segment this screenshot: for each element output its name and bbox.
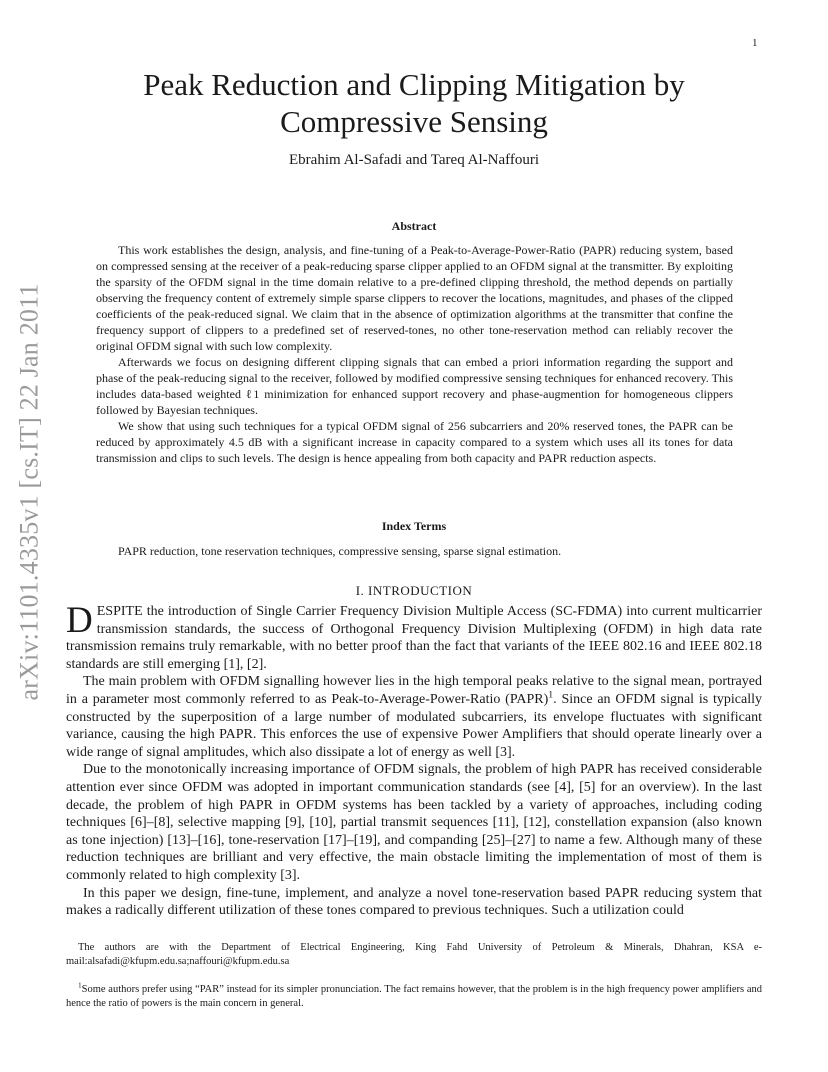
abstract-paragraph-3: We show that using such techniques for a typical OFDM signal of 256 subcarriers and 20% reserved tones, the PAPR can be reduced by approximately 4.5 dB with a significant increase in capacity compared to a system which uses all its tones for data transmission and clips to such levels. The design is hence appealing from both capacity and PAPR reduction aspects. <box>96 419 733 465</box>
intro-paragraph-4: In this paper we design, fine-tune, implement, and analyze a novel tone-reservation based PAPR reducing system that makes a radically different utilization of these tones compared to previous techniques. Such a utilization could <box>66 885 762 919</box>
title-line-1: Peak Reduction and Clipping Mitigation by <box>143 67 685 102</box>
intro-paragraph-2 <box>66 673 762 761</box>
footnote-1 <box>66 980 762 1011</box>
footnotes <box>66 941 762 1011</box>
abstract-body <box>96 242 733 466</box>
intro-paragraph-2-text-a: The main problem with OFDM signalling however lies in the high temporal peaks relative to the signal mean, portrayed in a parameter most commonly referred to as Peak-to-Average-Power-Ratio (PAPR) <box>66 674 762 707</box>
page-number: 1 <box>752 37 758 49</box>
drop-cap-letter: D <box>66 600 93 641</box>
intro-paragraph-3: Due to the monotonically increasing importance of OFDM signals, the problem of high PAPR has received considerable attention ever since OFDM was adopted in important communication standards (see [4], [5] for an overview). In the last decade, the problem of high PAPR in OFDM systems has been tackled by a variety of approaches, including coding techniques [6]–[8], selective mapping [9], [10], partial transmit sequences [11], [12], constellation expansion (also known as tone injection) [13]–[16], tone-reservation [17]–[19], and companding [25]–[27] to name a few. Although many of these reduction techniques are brilliant and very effective, the main obstacle limiting the implementation of most of them is commonly related to high complexity [3]. <box>66 762 762 883</box>
intro-paragraph-2-text-b: . Since an OFDM signal is typically constructed by the superposition of a large number of modulated subcarriers, its envelope fluctuates with significant variance, causing the high PAPR. This enforces the use of expensive Power Amplifiers that should operate linearly over a wide range of signal amplitudes, which also dissipate a lot of energy as well [3]. <box>66 691 762 760</box>
index-terms-text: PAPR reduction, tone reservation techniques, compressive sensing, sparse signal estimation. <box>118 544 562 558</box>
abstract-paragraph-2: Afterwards we focus on designing different clipping signals that can embed a priori information regarding the support and phase of the peak-reducing signal to the receiver, followed by modified compressive sensing techniques for enhanced recovery. This includes data-based weighted ℓ1 minimization for enhanced support recovery and phase-augmention for homogeneous clippers followed by Bayesian techniques. <box>96 355 733 417</box>
footnote-1-text: Some authors prefer using “PAR” instead for its simpler pronunciation. The fact remains however, that the problem is in the high frequency power amplifiers and hence the ratio of powers is the main concern in general. <box>66 984 762 1009</box>
author-affiliation-footnote: The authors are with the Department of Electrical Engineering, King Fahd University of Petroleum & Minerals, Dhahran, KSA e-mail:alsafadi@kfupm.edu.sa;naffouri@kfupm.edu.sa <box>66 942 762 967</box>
arxiv-identifier-stamp <box>10 282 50 702</box>
index-terms-heading: Index Terms <box>381 519 447 533</box>
footnote-reference-1: 1 <box>548 689 554 701</box>
footnote-1-mark: 1 <box>78 980 82 990</box>
arxiv-identifier-text: arXiv:1101.4335v1 [cs.IT] 22 Jan 2011 <box>15 283 45 701</box>
paper-title <box>100 66 728 140</box>
author-list: Ebrahim Al-Safadi and Tareq Al-Naffouri <box>289 152 539 168</box>
introduction-heading: I. INTRODUCTION <box>355 583 473 598</box>
intro-paragraph-1 <box>66 600 762 673</box>
abstract-heading: Abstract <box>391 219 437 233</box>
title-line-2: Compressive Sensing <box>280 104 548 139</box>
index-terms-body <box>96 543 733 559</box>
intro-paragraph-1-text: ESPITE the introduction of Single Carrier Frequency Division Multiple Access (SC-FDMA) into current multicarrier transmission standards, the success of Orthogonal Frequency Division Multiplexing (OFDM) in high data rate transmission remains truly remarkable, with no better proof than the fact that variants of the IEEE 802.16 and IEEE 802.18 standards are still emerging [1], [2]. <box>66 604 762 672</box>
abstract-paragraph-1: This work establishes the design, analysis, and fine-tuning of a Peak-to-Average-Power-Ratio (PAPR) reducing system, based on compressed sensing at the receiver of a peak-reducing sparse clipper applied to an OFDM signal at the transmitter. By exploiting the sparsity of the OFDM signal in the time domain relative to a pre-defined clipping threshold, the method depends on partially observing the frequency content of extremely simple sparse clippers to recover the locations, magnitudes, and phases of the clipped coefficients of the peak-reduced signal. We claim that in the absence of optimization algorithms at the transmitter that confine the frequency support of clippers to a predefined set of reserved-tones, no other tone-reservation method can reliably recover the original OFDM signal with such low complexity. <box>96 243 733 353</box>
introduction-body <box>66 600 762 920</box>
